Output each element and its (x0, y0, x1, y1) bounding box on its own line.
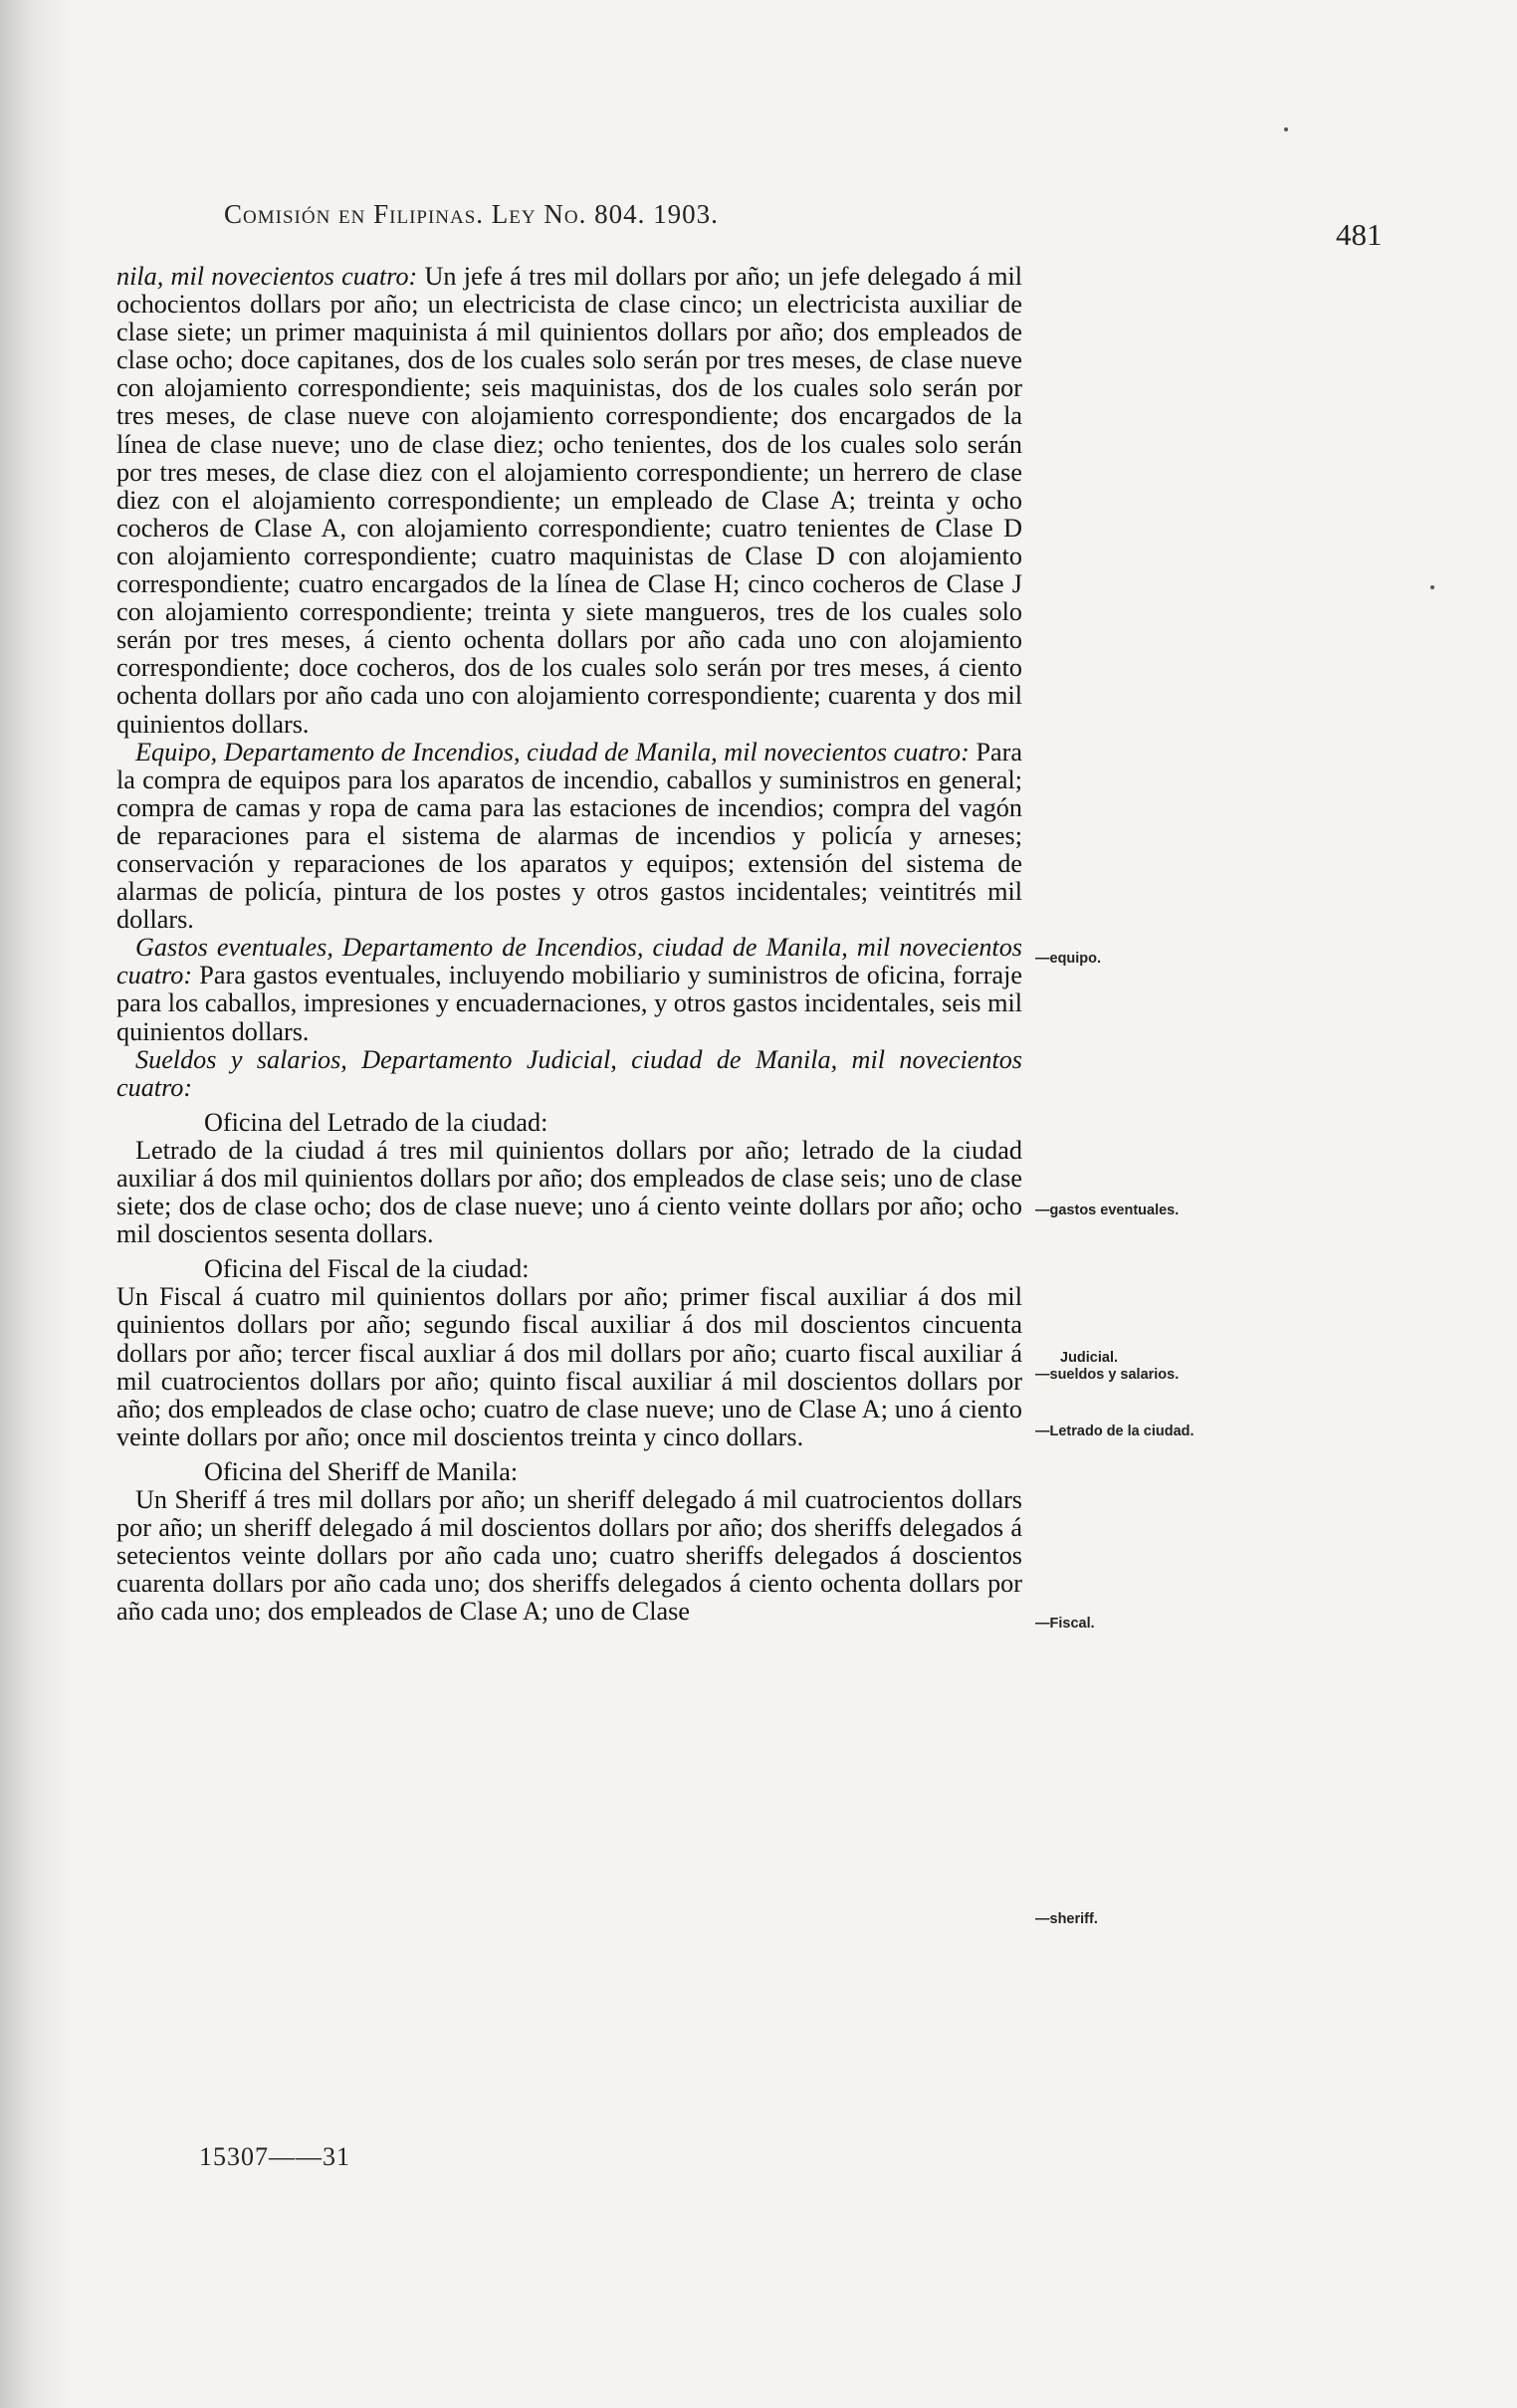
margin-note-equipo: —equipo. (1035, 951, 1102, 967)
margin-note-fiscal: —Fiscal. (1035, 1616, 1095, 1632)
paragraph-text: Un jefe á tres mil dollars por año; un jefe delegado á mil ochocientos dollars por año; un electricista de clase cinco; un electricista auxiliar de clase siete; un primer maquinista á mil quinientos dollars por año; dos empleados de clase ocho; doce capitanes, dos de los cuales solo serán por tres meses, de clase nueve con alojamiento correspondiente; seis maquinistas, dos de los cuales solo serán por tres meses, de clase nueve con alojamiento correspondiente; dos encargados de la línea de clase nueve; uno de clase diez; ocho tenientes, dos de los cuales solo serán por tres meses, de clase diez con el alojamiento correspondiente; un herrero de clase diez con el alojamiento correspondiente; un empleado de Clase A; treinta y ocho cocheros de Clase A, con alojamiento correspondiente; cuatro tenientes de Clase D con alojamiento correspondiente; cuatro maquinistas de Clase D con alojamiento correspondiente; cuatro encargados de la línea de Clase H; cinco cocheros de Clase J con alojamiento correspondiente; treinta y siete mangueros, tres de los cuales solo serán por tres meses, á ciento ochenta dollars por año cada uno con alojamiento correspondiente; doce cocheros, dos de los cuales solo serán por tres meses, á ciento ochenta dollars por año cada uno con alojamiento correspondiente; cuarenta y dos mil quinientos dollars. (116, 262, 1022, 739)
section-heading-sheriff: Oficina del Sheriff de Manila: (204, 1456, 519, 1486)
paragraph-text: Para gastos eventuales, incluyendo mobiliario y suministros de oficina, forraje para los caballos, impresiones y encuadernaciones, y otros gastos incidentales, seis mil quinientos dollars. (116, 961, 1022, 1046)
page-number: 481 (1336, 217, 1383, 252)
paragraph-bomberos-sueldos (116, 263, 1022, 739)
print-speck (1430, 585, 1434, 589)
paragraph-heading: nila, mil novecientos cuatro: (116, 262, 418, 291)
print-speck (1284, 127, 1288, 131)
margin-note-sheriff: —sheriff. (1035, 1911, 1098, 1927)
running-head: Comisión en Filipinas. Ley No. 804. 1903. (224, 199, 719, 229)
paragraph-text: Para la compra de equipos para los aparatos de incendio, caballos y suministros en general; compra de camas y ropa de cama para las estaciones de incendios; compra del vagón de reparaciones para el sistema de alarmas de incendios y policía y arneses; conservación y reparaciones de los aparatos y equipos; extensión del sistema de alarmas de policía, pintura de los postes y otros gastos incidentales; veintitrés mil dollars. (116, 737, 1022, 935)
margin-note-sueldos: —sueldos y salarios. (1035, 1367, 1180, 1383)
paragraph-equipo (116, 739, 1022, 935)
paragraph-fiscal: Un Fiscal á cuatro mil quinientos dollars por año; primer fiscal auxiliar á dos mil quinientos dollars por año; segundo fiscal auxiliar á dos mil doscientos cincuenta dollars por año; tercer fiscal auxliar á dos mil dollars por año; cuarto fiscal auxiliar á mil cuatrocientos dollars por año; quinto fiscal auxiliar á mil doscientos dollars por año; dos empleados de clase ocho; cuatro de clase nueve; uno de Clase A; uno á ciento veinte dollars por año; once mil doscientos treinta y cinco dollars. (116, 1282, 1022, 1451)
margin-note-judicial: Judicial. (1060, 1350, 1119, 1366)
margin-note-gastos: —gastos eventuales. (1035, 1203, 1180, 1218)
paragraph-gastos-eventuales (116, 934, 1022, 1045)
printer-signature: 15307——31 (199, 2142, 350, 2171)
paragraph-heading: Gastos eventuales, Departamento de Incendios, ciudad de Manila, mil novecientos cuatro: (116, 933, 1022, 990)
paragraph-sheriff: Un Sheriff á tres mil dollars por año; un sheriff delegado á mil cuatrocientos dollars por año; un sheriff delegado á mil doscientos dollars por año; dos sheriffs delegados á setecientos veinte dollars por año cada uno; cuatro sheriffs delegados á doscientos cuarenta dollars por año cada uno; dos sheriffs delegados á ciento ochenta dollars por año cada uno; dos empleados de Clase A; uno de Clase (116, 1485, 1022, 1627)
paragraph-judicial (116, 1046, 1022, 1102)
paragraph-heading: Equipo, Departamento de Incendios, ciudad de Manila, mil novecientos cuatro: (135, 737, 970, 766)
paragraph-letrado: Letrado de la ciudad á tres mil quinientos dollars por año; letrado de la ciudad auxiliar á dos mil quinientos dollars por año; dos empleados de clase seis; uno de clase siete; dos de clase ocho; dos de clase nueve; uno á ciento veinte dollars por año; ocho mil doscientos sesenta dollars. (116, 1135, 1022, 1249)
page-edge-shadow (0, 0, 70, 2408)
paragraph-heading: Sueldos y salarios, Departamento Judicial, ciudad de Manila, mil novecientos cuatro: (116, 1044, 1022, 1102)
body-text (116, 263, 1022, 1627)
margin-note-letrado: —Letrado de la ciudad. (1035, 1423, 1194, 1439)
section-heading-fiscal: Oficina del Fiscal de la ciudad: (204, 1254, 530, 1284)
section-heading-letrado: Oficina del Letrado de la ciudad: (204, 1107, 548, 1137)
